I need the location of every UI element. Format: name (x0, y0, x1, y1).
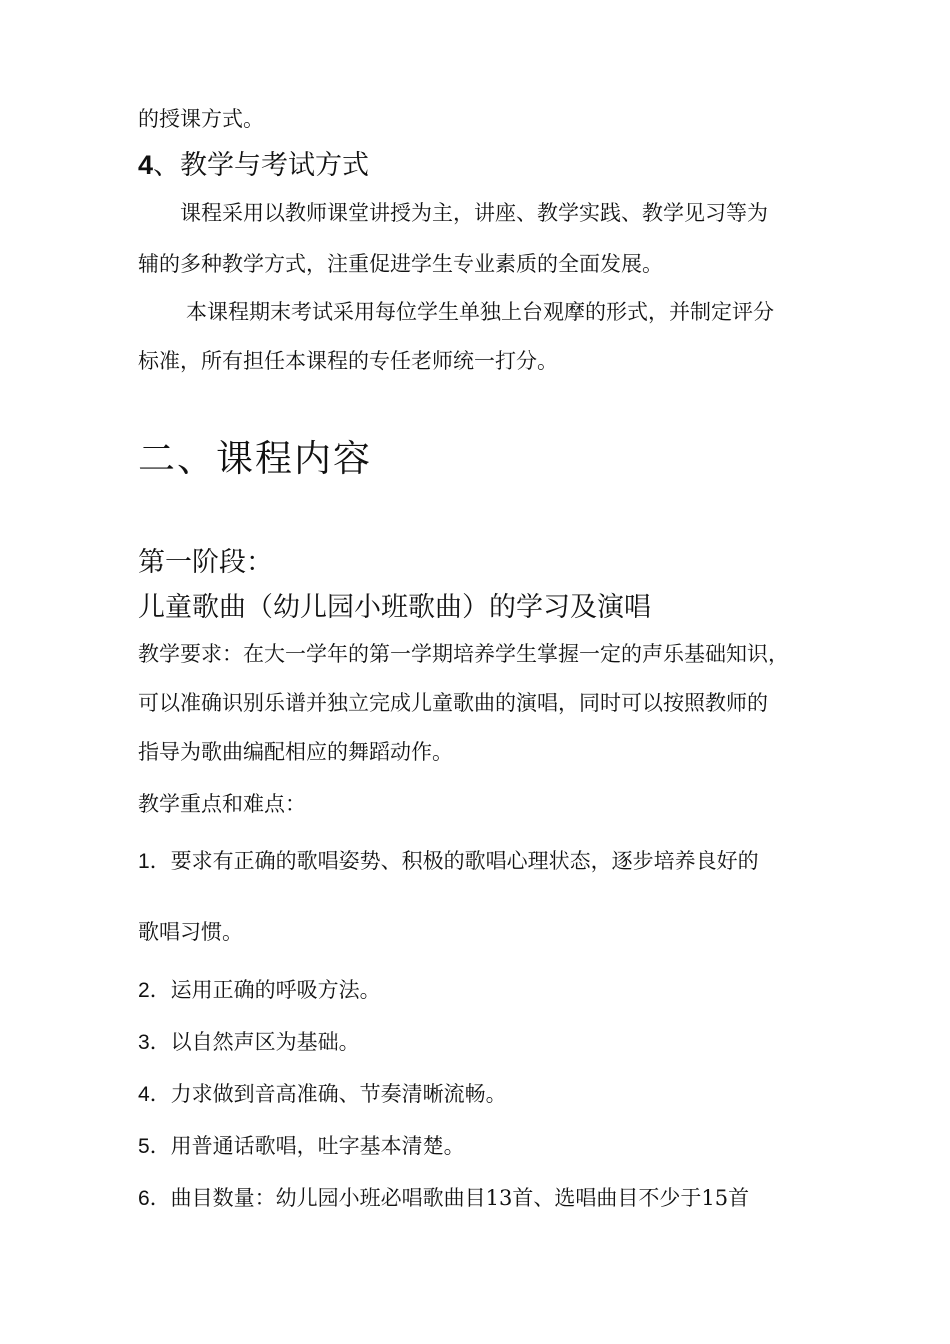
list-item (138, 1188, 749, 1209)
list-item-text: ．力求做到音高准确、节奏清晰流畅。 (149, 1082, 507, 1106)
list-item-number: 4 (138, 1083, 150, 1106)
list-item-text: ．用普通话歌唱，吐字基本清楚。 (149, 1134, 465, 1158)
requirement-line-2: 可以准确识别乐谱并独立完成儿童歌曲的演唱，同时可以按照教师的 (138, 691, 768, 715)
list-item-text: ．要求有正确的歌唱姿势、积极的歌唱心理状态，逐步培养良好的 (149, 849, 759, 873)
exam-method-line-2: 标准，所有担任本课程的专任老师统一打分。 (138, 349, 558, 373)
requirement-line-3: 指导为歌曲编配相应的舞蹈动作。 (138, 740, 453, 764)
list-item-number: 3 (138, 1031, 150, 1054)
list-item-text: ．以自然声区为基础。 (149, 1030, 360, 1054)
list-item (138, 851, 759, 872)
list-item-continuation: 歌唱习惯。 (138, 920, 243, 944)
list-item-number: 1 (138, 850, 150, 873)
list-item (138, 1084, 507, 1105)
teaching-method-line-2: 辅的多种教学方式，注重促进学生专业素质的全面发展。 (138, 252, 663, 276)
exam-method-line-1: 本课程期末考试采用每位学生单独上台观摩的形式，并制定评分 (186, 300, 774, 324)
chapter-title: 二、课程内容 (138, 437, 372, 480)
list-item-number: 2 (138, 979, 150, 1002)
list-item-number: 5 (138, 1135, 150, 1158)
stage-label: 第一阶段： (138, 547, 273, 578)
list-item-text: ．运用正确的呼吸方法。 (149, 978, 381, 1002)
teaching-method-line-1: 课程采用以教师课堂讲授为主，讲座、教学实践、教学见习等为 (180, 201, 768, 225)
previous-paragraph-tail: 的授课方式。 (138, 107, 264, 131)
list-item (138, 1032, 360, 1053)
list-item (138, 980, 381, 1001)
section-4-heading (138, 152, 369, 179)
list-item-number: 6 (138, 1187, 150, 1210)
requirement-line-1: 教学要求：在大一学年的第一学期培养学生掌握一定的声乐基础知识， (138, 642, 789, 666)
focus-label: 教学重点和难点： (138, 792, 306, 816)
list-item (138, 1136, 465, 1157)
list-item-text: ．曲目数量：幼儿园小班必唱歌曲目13首、选唱曲目不少于15首 (149, 1186, 750, 1210)
section-4-number: 4 (138, 150, 154, 180)
section-4-title: 、教学与考试方式 (153, 150, 370, 181)
stage-title: 儿童歌曲（幼儿园小班歌曲）的学习及演唱 (138, 592, 651, 623)
